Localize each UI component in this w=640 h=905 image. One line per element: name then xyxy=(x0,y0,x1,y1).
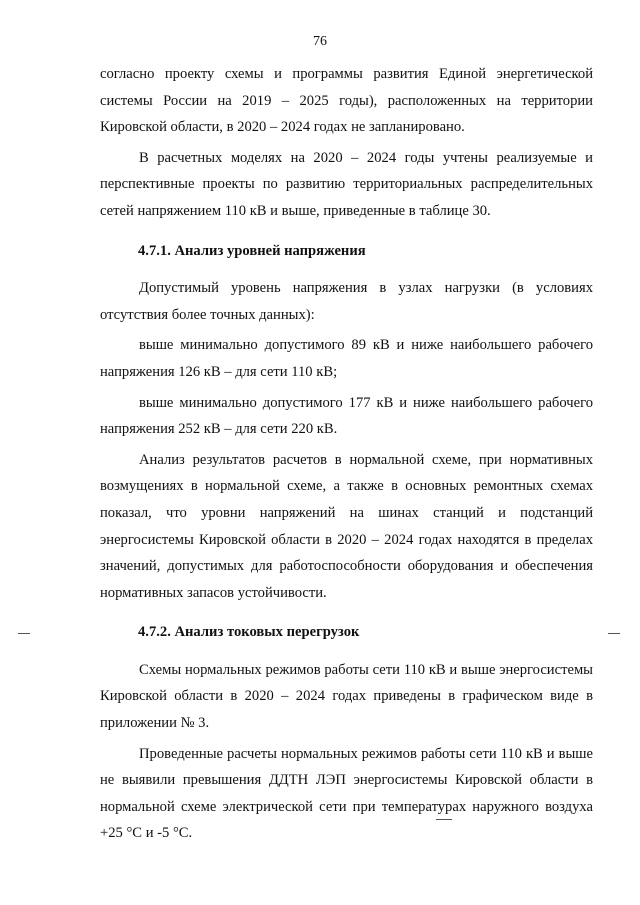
section-heading-current-overloads: 4.7.2. Анализ токовых перегрузок xyxy=(138,624,360,641)
paragraph-overload-results: Проведенные расчеты нормальных режимов работы сети 110 кВ и выше не выявили превышения ДДТН ЛЭП энергосистемы Кировской области в нормальной схеме электрической сети при температурах наружного воздуха +25 °С и -5 °С. xyxy=(100,745,593,842)
paragraph-calculation-models: В расчетных моделях на 2020 – 2024 годы учтены реализуемые и перспективные проекты по развитию территориальных распределительных сетей напряжением 110 кВ и выше, приведенные в таблице 30. xyxy=(100,149,593,219)
scan-mark-left xyxy=(18,633,30,634)
paragraph-110kv-range: выше минимально допустимого 89 кВ и ниже наибольшего рабочего напряжения 126 кВ – для сети 110 кВ; xyxy=(100,337,593,380)
page-content xyxy=(100,61,593,847)
scan-mark-right xyxy=(608,633,620,634)
paragraph-220kv-range: выше минимально допустимого 177 кВ и ниже наибольшего рабочего напряжения 252 кВ – для сети 220 кВ. xyxy=(100,394,593,438)
paragraph-continuation: согласно проекту схемы и программы развития Единой энергетической системы России на 2019 – 2025 годы), расположенных на территории Кировской области, в 2020 – 2024 годах не запланировано. xyxy=(100,66,593,136)
paragraph-voltage-analysis: Анализ результатов расчетов в нормальной схеме, при нормативных возмущениях в нормальной схеме, а также в основных ремонтных схемах показал, что уровни напряжений на шинах станций и подстанций энергосистемы Кировской области в 2020 – 2024 годах находятся в пределах значений, допустимых для работоспособности оборудования и обеспечения нормативных запасов устойчивости. xyxy=(100,451,593,601)
scan-mark-bottom xyxy=(436,819,452,820)
section-heading-voltage-levels: 4.7.1. Анализ уровней напряжения xyxy=(138,242,366,259)
paragraph-allowed-voltage: Допустимый уровень напряжения в узлах нагрузки (в условиях отсутствия более точных данных): xyxy=(100,280,593,323)
paragraph-normal-mode-schemes: Схемы нормальных режимов работы сети 110 кВ и выше энергосистемы Кировской области в 2020 – 2024 годах приведены в графическом виде в приложении № 3. xyxy=(100,661,593,732)
page-number: 76 xyxy=(313,34,327,49)
